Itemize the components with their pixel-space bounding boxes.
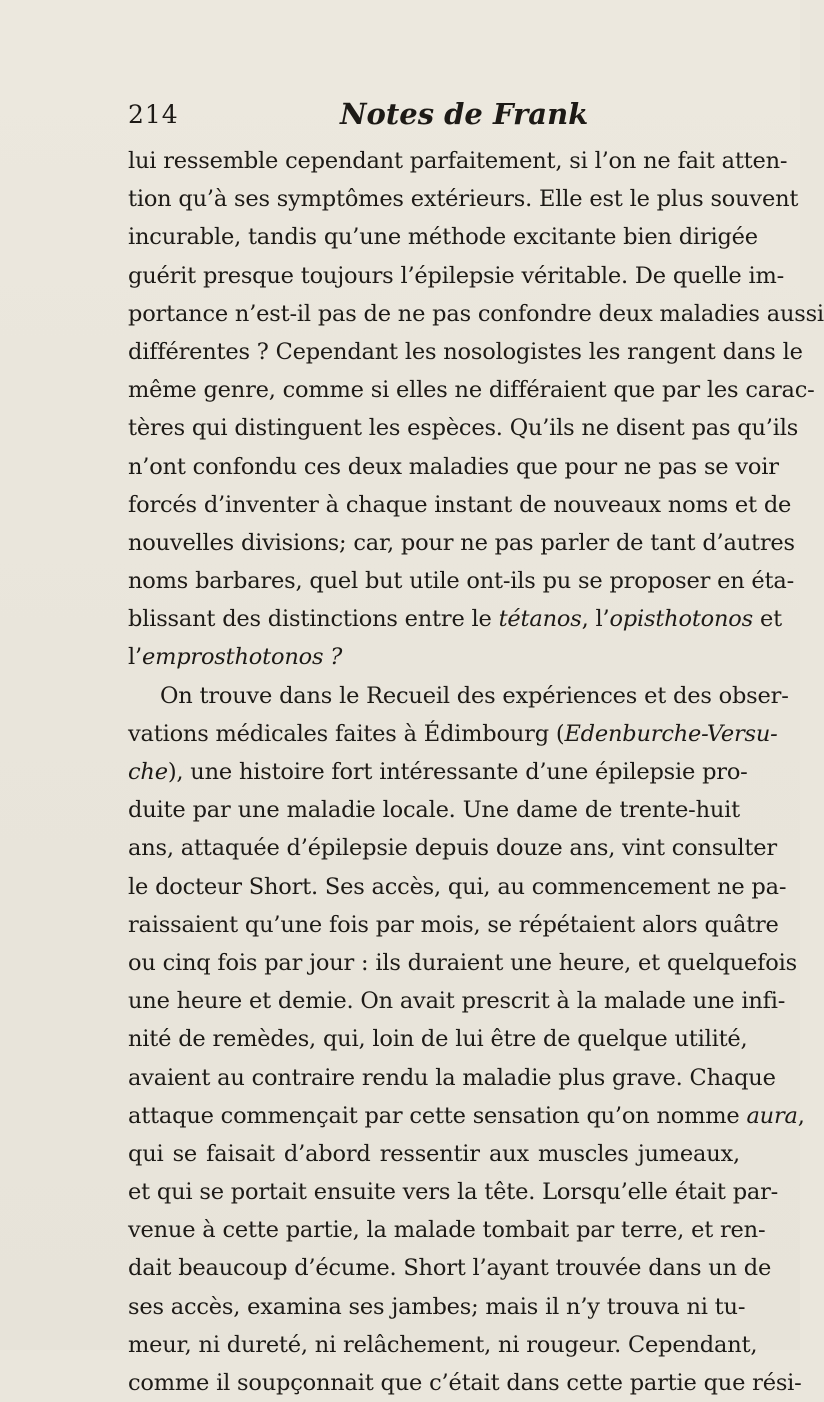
italic-term: aura: [746, 1102, 798, 1129]
page-number: 214: [128, 100, 179, 129]
text-segment: vations médicales faites à Édimbourg (: [128, 720, 565, 747]
text-segment: n’ont confondu ces deux maladies que pour ne pas se voir: [128, 453, 779, 480]
body-text: [128, 142, 824, 1402]
text-line: [128, 1211, 766, 1249]
text-segment: ), une histoire fort intéressante d’une épilepsie pro-: [167, 759, 748, 785]
text-line: [128, 1364, 802, 1402]
italic-term: tétanos: [498, 606, 582, 633]
text-segment: attaque commençait par cette sensation qu’on nomme: [128, 1102, 747, 1129]
text-line: [128, 562, 795, 600]
text-segment: différentes ? Cependant les nosologistes les rangent dans le: [128, 338, 803, 365]
text-line: [128, 1173, 779, 1211]
text-line: [128, 829, 777, 867]
text-line: [128, 486, 792, 524]
text-line: [128, 868, 787, 906]
text-segment: comme il soupçonnait que c’était dans cette partie que rési-: [128, 1370, 802, 1396]
text-segment: tion qu’à ses symptômes extérieurs. Elle est le plus souvent: [128, 186, 799, 213]
italic-term: opisthotonos: [609, 606, 753, 633]
text-segment: lui ressemble cependant parfaitement, si l’on ne fait atten-: [128, 148, 788, 174]
text-line: [128, 218, 758, 256]
text-segment: dait beaucoup d’écume. Short l’ayant trouvée dans un de: [128, 1255, 772, 1282]
text-segment: On trouve dans le Recueil des expériences et des obser-: [160, 682, 789, 709]
text-line: [128, 1059, 776, 1097]
text-line: [128, 409, 799, 447]
text-line: [128, 524, 795, 562]
text-segment: et qui se portait ensuite vers la tête. Lorsqu’elle était par-: [128, 1179, 779, 1206]
text-segment: meur, ni dureté, ni relâchement, ni rougeur. Cependant,: [128, 1331, 758, 1358]
text-segment: blissant des distinctions entre le: [128, 606, 499, 633]
text-line: [128, 638, 740, 676]
text-segment: ,: [797, 1102, 805, 1129]
text-segment: guérit presque toujours l’épilepsie véritable. De quelle im-: [128, 262, 785, 289]
text-segment: tères qui distinguent les espèces. Qu’ils ne disent pas qu’ils: [128, 415, 799, 442]
text-line: [128, 715, 778, 753]
text-segment: qui se faisait d’abord ressentir aux muscles jumeaux,: [128, 1140, 740, 1167]
text-line: [128, 1249, 772, 1287]
text-line: [128, 1135, 740, 1173]
text-line: [128, 906, 779, 944]
text-segment: , l’: [581, 606, 610, 633]
text-segment: et: [753, 606, 782, 633]
text-line: [128, 600, 782, 638]
text-segment: ses accès, examina ses jambes; mais il n’y trouva ni tu-: [128, 1293, 746, 1320]
text-segment: venue à cette partie, la malade tombait par terre, et ren-: [128, 1217, 766, 1244]
text-segment: ou cinq fois par jour : ils duraient une heure, et quelquefois: [128, 949, 797, 976]
text-segment: raissaient qu’une fois par mois, se répétaient alors quâtre: [128, 911, 779, 938]
text-segment: nité de remèdes, qui, loin de lui être de quelque utilité,: [128, 1026, 748, 1053]
text-segment: portance n’est-il pas de ne pas confondre deux maladies aussi: [128, 300, 824, 327]
text-line: [128, 982, 786, 1020]
text-line: [128, 142, 788, 180]
text-line: [128, 371, 815, 409]
italic-term: che: [128, 759, 168, 785]
italic-term: emprosthotonos ?: [141, 644, 343, 671]
text-line: [128, 1288, 746, 1326]
text-line: [128, 295, 824, 333]
text-segment: l’: [128, 644, 142, 671]
text-line: [128, 257, 785, 295]
text-segment: le docteur Short. Ses accès, qui, au commencement ne pa-: [128, 873, 787, 900]
text-line: [128, 753, 748, 791]
text-segment: même genre, comme si elles ne différaient que par les carac-: [128, 377, 815, 404]
text-segment: nouvelles divisions; car, pour ne pas parler de tant d’autres: [128, 529, 795, 556]
text-line: [128, 333, 803, 371]
text-line: [128, 448, 779, 486]
page-header: [128, 97, 728, 140]
text-segment: forcés d’inventer à chaque instant de nouveaux noms et de: [128, 491, 792, 518]
text-segment: une heure et demie. On avait prescrit à la malade une infi-: [128, 988, 786, 1015]
running-title: Notes de Frank: [340, 97, 589, 131]
text-line: [128, 944, 797, 982]
text-line: [128, 1326, 758, 1364]
text-segment: noms barbares, quel but utile ont-ils pu se proposer en éta-: [128, 568, 795, 595]
text-line: [128, 677, 789, 715]
text-line: [128, 1020, 748, 1058]
italic-term: Edenburche-Versu-: [564, 720, 778, 747]
text-line: [128, 791, 740, 829]
text-line: [128, 180, 799, 218]
text-segment: avaient au contraire rendu la maladie plus grave. Chaque: [128, 1064, 776, 1091]
text-segment: incurable, tandis qu’une méthode excitante bien dirigée: [128, 224, 758, 251]
text-line: [128, 1097, 805, 1135]
text-segment: duite par une maladie locale. Une dame de trente-huit: [128, 797, 740, 824]
text-segment: ans, attaquée d’épilepsie depuis douze ans, vint consulter: [128, 835, 777, 862]
